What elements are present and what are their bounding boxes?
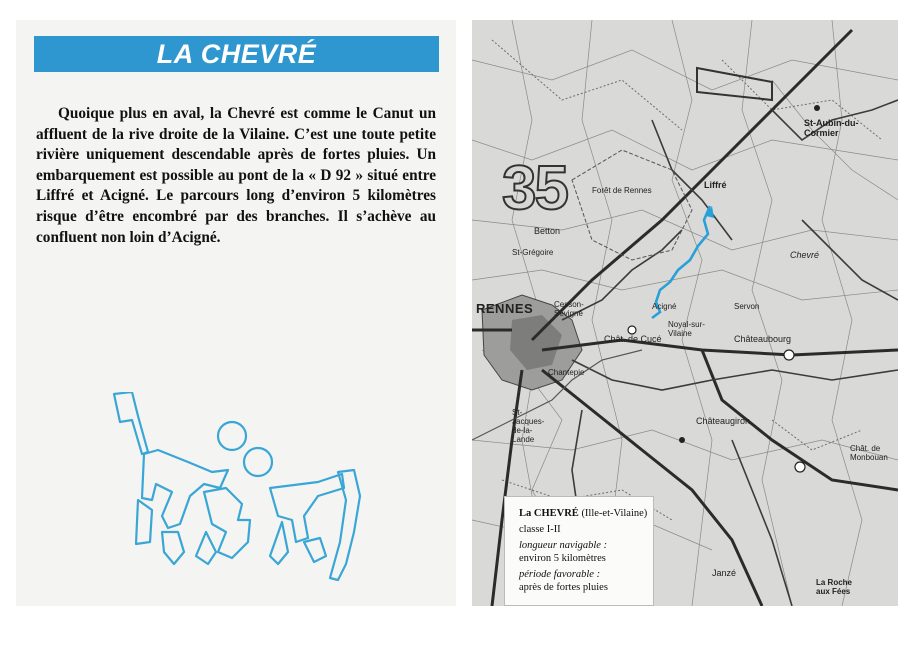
map-label-betton: Betton xyxy=(534,226,561,236)
map-label-chevre: Chevré xyxy=(790,250,820,260)
map-label-acigne: Acigné xyxy=(652,302,677,311)
info-length-value: environ 5 kilomètres xyxy=(519,553,606,564)
description-paragraph: Quoique plus en aval, la Chevré est comme le Canut un affluent de la rive droite de la Vilaine. C’est une toute petite rivière uniquement descendable après de fortes pluies. Un embarquement est possible au pont de la « D 92 » situé entre Liffré et Acigné. Le parcours long d’environ 5 kilomètres risque d’être encombré par des branches. Il s’achève au confluent non loin d’Acigné. xyxy=(36,105,436,246)
map-label-st-gregoire: St-Grégoire xyxy=(512,248,554,257)
map-label-chateaubourg: Châteaubourg xyxy=(734,334,792,344)
map-label-janze: Janzé xyxy=(712,568,737,578)
map-label-servon: Servon xyxy=(734,302,760,311)
title-banner xyxy=(34,36,439,72)
info-period-label: période favorable : xyxy=(519,569,601,580)
info-period-value: après de fortes pluies xyxy=(519,582,608,593)
map-label-chateaugiron: Châteaugiron xyxy=(696,416,751,426)
map-label-liffre: Liffré xyxy=(704,180,727,190)
info-length-label: longueur navigable : xyxy=(519,540,608,551)
map-label-roche-fees: La Roche aux Fées xyxy=(816,578,853,596)
left-page xyxy=(16,20,456,606)
info-title xyxy=(519,507,653,520)
map-label-st-jacques: St-Jacques-de-la-Lande xyxy=(512,408,545,444)
info-region: (Ille-et-Vilaine) xyxy=(581,508,648,519)
map-label-cesson: Cesson-Sévigné xyxy=(554,300,584,318)
map-page xyxy=(472,20,898,606)
map-label-chantepie: Chantepie xyxy=(548,368,585,377)
info-river-name: La CHEVRÉ xyxy=(519,508,579,519)
map-label-st-aubin: St-Aubin-du-Cormier xyxy=(804,118,859,138)
info-class: classe I-II xyxy=(519,524,561,535)
department-number: 35 xyxy=(502,154,567,223)
map-label-noyal: Noyal-sur-Vilaine xyxy=(668,320,705,338)
map-label-foret: Forêt de Rennes xyxy=(592,186,652,195)
page-title: LA CHEVRÉ xyxy=(156,39,317,69)
description-text xyxy=(36,104,436,248)
river-info-box xyxy=(504,496,654,606)
kayakers-logo-icon xyxy=(108,392,363,582)
map-label-rennes: RENNES xyxy=(476,301,534,316)
map-label-chat-cuce: Chât. de Cucé xyxy=(604,334,662,344)
map-label-chat-monbouan: Chât. de Monbouan xyxy=(850,444,888,462)
